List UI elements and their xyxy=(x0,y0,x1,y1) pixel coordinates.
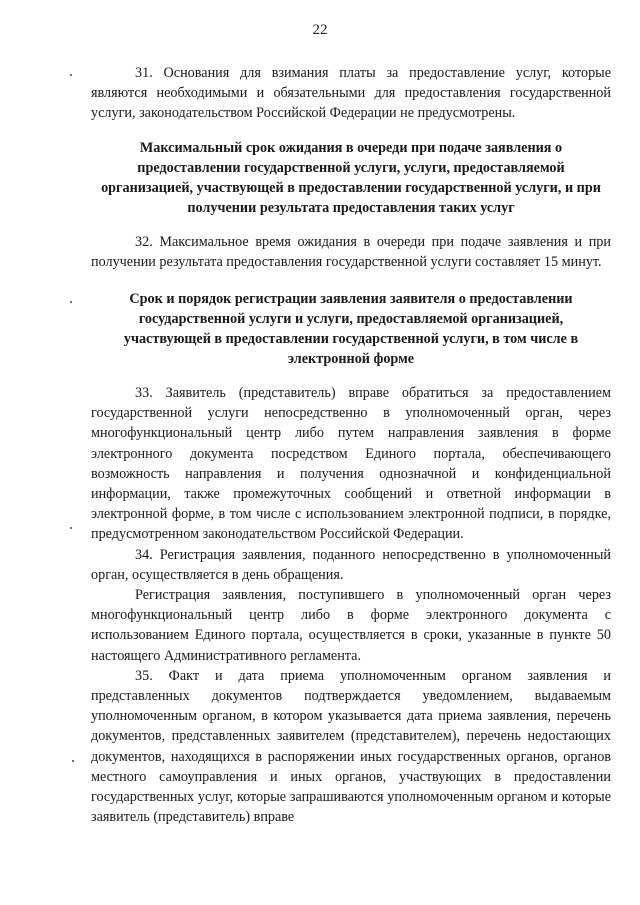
margin-mark xyxy=(70,74,72,76)
paragraph-33: 33. Заявитель (представитель) вправе обратиться за предоставлением государственной услуги непосредственно в уполномоченный орган, через многофункциональный центр либо путем направления заявления в форме электронного документа посредством Единого портала, обеспечивающего возможность направления и получения однозначной и конфиденциальной информации, также промежуточных сообщений и ответной информации в электронной форме, в том числе с использованием электронной подписи, в порядке, предусмотренном законодательством Российской Федерации. xyxy=(91,385,611,543)
paragraph-34-continued: Регистрация заявления, поступившего в уполномоченный орган через многофункциональный центр либо в форме электронного документа с использованием Единого портала, осуществляется в сроки, указанные в пункте 50 настоящего Административного регламента. xyxy=(91,587,611,664)
paragraph-34: 34. Регистрация заявления, поданного непосредственно в уполномоченный орган, осуществляется в день обращения. xyxy=(91,546,611,583)
paragraph-31: 31. Основания для взимания платы за предоставление услуг, которые являются необходимыми и обязательными для предоставления государственной услуги, законодательством Российской Федерации не предусмотрены. xyxy=(91,65,611,122)
document-body xyxy=(91,63,611,827)
paragraph-32: 32. Максимальное время ожидания в очереди при подаче заявления и при получении результата предоставления государственной услуги составляет 15 минут. xyxy=(91,233,611,270)
margin-mark xyxy=(70,301,72,303)
margin-mark xyxy=(70,527,72,529)
margin-mark xyxy=(72,760,74,762)
paragraph-35: 35. Факт и дата приема уполномоченным органом заявления и представленных документов подтверждается уведомлением, выдаваемым уполномоченным органом, в котором указывается дата приема заявления, перечень документов, представленных заявителем (представителем), перечень недостающих документов, находящихся в распоряжении иных государственных органов, органов местного самоуправления и иных органов, участвующих в предоставлении государственных услуг, которые запрашиваются уполномоченным органом и которые заявитель (представитель) вправе xyxy=(91,667,611,826)
page-number: 22 xyxy=(312,22,328,38)
section-heading-registration: Срок и порядок регистрации заявления заявителя о предоставлении государственной услуги и услуги, предоставляемой организацией, участвующей в предоставлении государственной услуги, в том числе в электронной форме xyxy=(123,291,579,368)
section-heading-queue-time: Максимальный срок ожидания в очереди при подаче заявления о предоставлении государственной услуги, услуги, предоставляемой организацией, участвующей в предоставлении государственной услуги, и при получении результата предоставления таких услуг xyxy=(101,139,601,216)
